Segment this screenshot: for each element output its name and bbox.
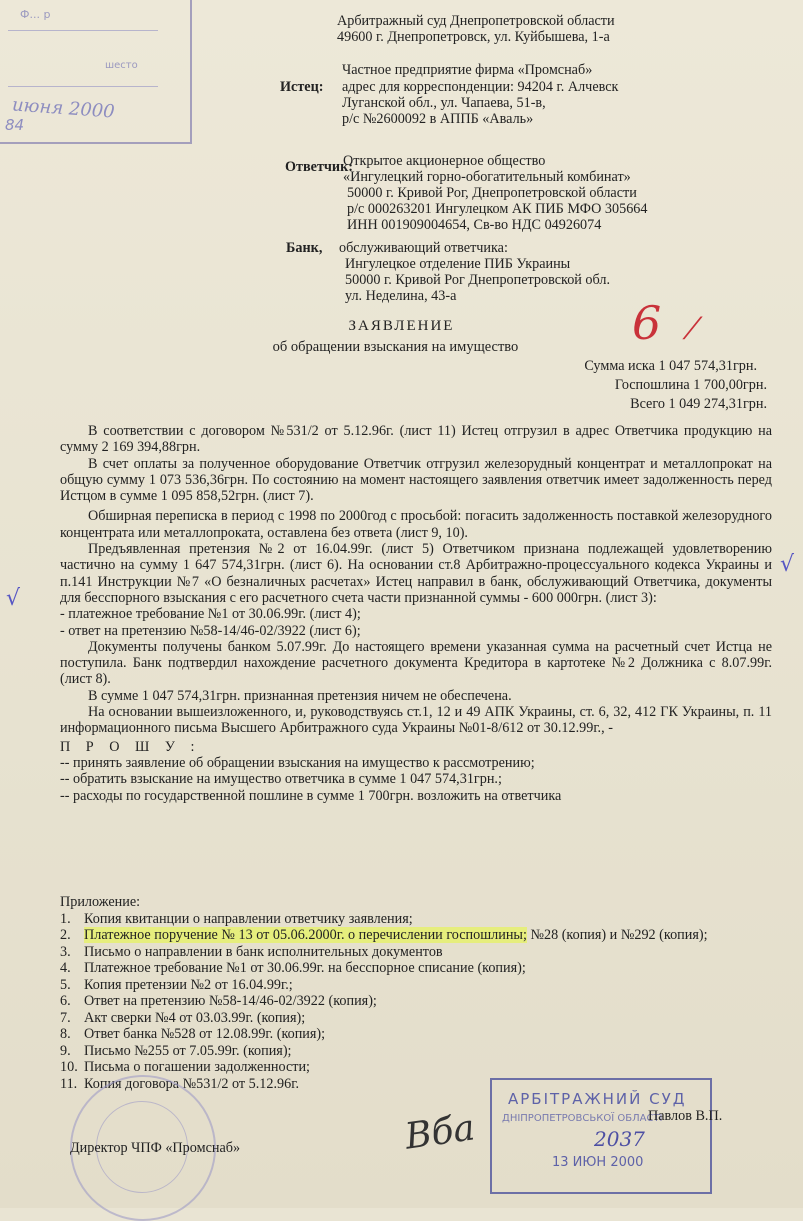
appendix-item: 10. Письма о погашении задолженности;: [60, 1059, 311, 1075]
paragraph: В соответствии с договором №531/2 от 5.12.96г. (лист 11) Истец отгрузил в адрес Ответчика продукцию на сумму 2 169 394,88грн.: [60, 423, 772, 456]
defendant-label: Ответчик:: [285, 159, 354, 175]
bank-label: Банк,: [286, 240, 323, 256]
bank-line: 50000 г. Кривой Рог Днепропетровской обл.: [345, 272, 611, 288]
appendix-item: 11. Копия договора №531/2 от 5.12.96г.: [60, 1075, 299, 1092]
duty-sum: Госпошлина 1 700,00грн.: [614, 377, 767, 393]
appendix-item: 4. Платежное требование №1 от 30.06.99г. на бесспорное списание (копия);: [60, 960, 526, 976]
document-body: [60, 423, 772, 804]
red-handwritten-mark: 6: [632, 296, 662, 350]
paragraph: Обширная переписка в период с 1998 по 2000год с просьбой: погасить задолженность поставкой железорудного концентрата или металлопроката, оставлена без ответа (лист 9, 10).: [60, 508, 772, 541]
stamp-line-2: шесто: [105, 60, 138, 71]
claim-sum: Сумма иска 1 047 574,31грн.: [584, 358, 757, 374]
registration-stamp: [0, 0, 192, 144]
plaintiff-line: Луганской обл., ул. Чапаева, 51-в,: [342, 95, 546, 111]
court-name: Арбитражный суд Днепропетровской области: [337, 13, 615, 29]
signer-name: Павлов В.П.: [648, 1108, 723, 1124]
blue-check-mark: √: [6, 586, 21, 611]
director-title: Директор ЧПФ «Промснаб»: [70, 1140, 241, 1156]
request-item: -- принять заявление об обращении взыскания на имущество к рассмотрению;: [60, 754, 535, 771]
court-received-stamp: [490, 1078, 712, 1194]
stamp-handwritten-number: 84: [5, 116, 25, 134]
bank-line: обслуживающий ответчика:: [339, 240, 508, 256]
court-stamp-date: 13 ИЮН 2000: [552, 1155, 644, 1170]
defendant-line: «Ингулецкий горно-обогатительный комбинат»: [343, 169, 631, 185]
document-item: - ответ на претензию №58-14/46-02/3922 (лист 6);: [60, 622, 361, 639]
plaintiff-line: Частное предприятие фирма «Промснаб»: [342, 62, 593, 78]
appendix: [60, 894, 708, 1092]
paragraph: Предъявленная претензия №2 от 16.04.99г. (лист 5) Ответчиком признана подлежащей удовлетворению частично на сумму 1 647 574,31грн. (лист 6). На основании ст.8 Арбитражно-процессуального кодекса Украины и п.141 Инструкции №7 «О безналичных расчетах» Истец направил в банк, обслуживающий Ответчика, документы для бесспорного взыскания с его расчетного счета части признанной суммы - 600 000грн. (лист 3):: [60, 541, 772, 606]
request-heading: П Р О Ш У :: [60, 738, 201, 755]
bank-line: ул. Неделина, 43-а: [345, 288, 457, 304]
request-item: -- обратить взыскание на имущество ответчика в сумме 1 047 574,31грн.;: [60, 771, 502, 788]
defendant-details: [343, 153, 648, 233]
highlighted-text: Платежное поручение № 13 от 05.06.2000г. о перечислении госпошлины;: [84, 927, 527, 943]
appendix-item: 6. Ответ на претензию №58-14/46-02/3922 (копия);: [60, 993, 377, 1009]
appendix-item: 3. Письмо о направлении в банк исполнительных документов: [60, 943, 443, 960]
paragraph: В счет оплаты за полученное оборудование Ответчик отгрузил железорудный концентрат и металлопрокат на общую сумму 1 073 536,36грн. По состоянию на момент настоящего заявления ответчик имеет задолженность перед Истцом в сумме 1 095 858,52грн. (лист 7).: [60, 455, 772, 505]
plaintiff-label: Истец:: [280, 79, 324, 95]
total-sum: Всего 1 049 274,31грн.: [630, 396, 767, 412]
court-stamp-subtitle: ДНІПРОПЕТРОВСЬКОЇ ОБЛАСТІ: [502, 1113, 663, 1124]
paragraph: В сумме 1 047 574,31грн. признанная претензия ничем не обеспечена.: [88, 687, 512, 704]
court-stamp-number: 2037: [594, 1127, 645, 1151]
plaintiff-line: р/с №2600092 в АППБ «Аваль»: [342, 111, 534, 127]
defendant-line: р/с 000263201 Ингулецком АК ПИБ МФО 305664: [347, 201, 648, 217]
court-address: [337, 13, 615, 45]
stamp-line-1: Ф... р: [20, 8, 51, 21]
appendix-item: 8. Ответ банка №528 от 12.08.99г. (копия);: [60, 1026, 326, 1042]
appendix-item: 9. Письмо №255 от 7.05.99г. (копия);: [60, 1042, 292, 1059]
court-street: 49600 г. Днепропетровск, ул. Куйбышева, 1-а: [337, 29, 610, 45]
paragraph: На основании вышеизложенного, и, руководствуясь ст.1, 12 и 49 АПК Украины, ст. 6, 32, 412 ГК Украины, п. 11 информационного письма Высшего Арбитражного суда Украины №01-8/612 от 30.12.99г., -: [60, 704, 772, 737]
bank-line: Ингулецкое отделение ПИБ Украины: [345, 256, 571, 272]
plaintiff-details: [342, 62, 618, 127]
document-subtitle: об обращении взыскания на имущество: [272, 339, 519, 355]
appendix-item: 5. Копия претензии №2 от 16.04.99г.;: [60, 976, 293, 993]
signature: Вба: [402, 1107, 478, 1158]
appendix-item: 7. Акт сверки №4 от 03.03.99г. (копия);: [60, 1009, 306, 1026]
defendant-line: ИНН 001909004654, Св-во НДС 04926074: [347, 217, 602, 233]
document-item: - платежное требование №1 от 30.06.99г. (лист 4);: [60, 606, 361, 623]
appendix-item: 1. Копия квитанции о направлении ответчику заявления;: [60, 910, 413, 927]
stamp-handwritten-date: июня 2000: [11, 94, 116, 123]
blue-check-mark: √: [780, 552, 795, 577]
request-item: -- расходы по государственной пошлине в сумме 1 700грн. возложить на ответчика: [60, 787, 562, 804]
defendant-line: 50000 г. Кривой Рог, Днепропетровской области: [347, 185, 637, 201]
red-check-mark: ⁄: [690, 312, 696, 347]
plaintiff-line: адрес для корреспонденции: 94204 г. Алчевск: [342, 79, 619, 95]
paragraph: Документы получены банком 5.07.99г. До настоящего времени указанная сумма на расчетный счет Истца не поступила. Банк подтвердил нахождение расчетного документа Кредитора в картотеке №2 Должника с 8.07.99г. (лист 8).: [60, 638, 772, 688]
court-stamp-title: АРБІТРАЖНИЙ СУД: [508, 1090, 687, 1108]
defendant-line: Открытое акционерное общество: [343, 153, 546, 169]
document-title: ЗАЯВЛЕНИЕ: [348, 318, 455, 334]
appendix-title: Приложение:: [60, 894, 141, 910]
claim-sums: [584, 358, 767, 412]
appendix-item: 2. Платежное поручение № 13 от 05.06.2000г. о перечислении госпошлины; №28 (копия) и №292 (копия);: [60, 927, 708, 943]
bank-details: [339, 240, 610, 304]
